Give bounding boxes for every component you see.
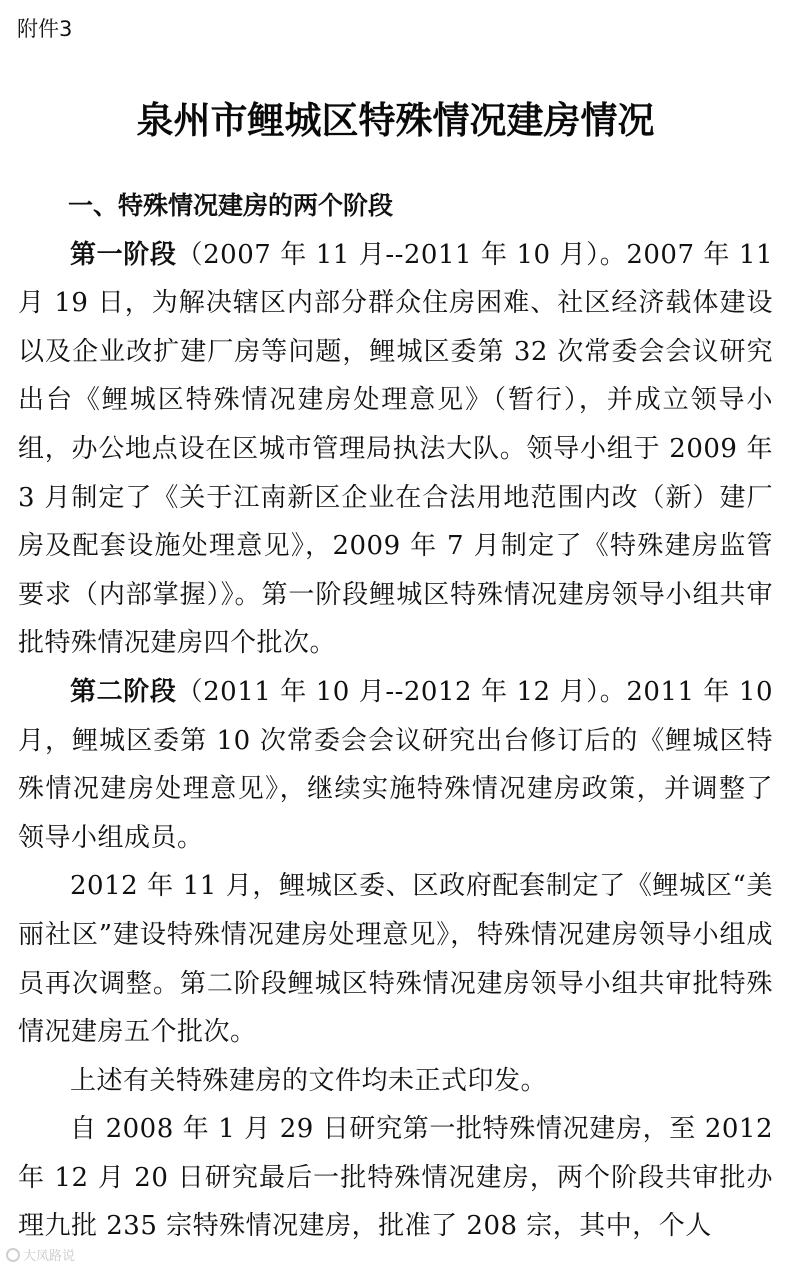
- stage2-text: （2011 年 10 月--2012 年 12 月）。2011 年 10 月，鲤城区委第 10 次常委会会议研究出台修订后的《鲤城区特殊情况建房处理意见》，继续实施特殊情况建房政策，并调整了领导小组成员。: [18, 676, 773, 853]
- document-body: [18, 182, 773, 1251]
- stage1-paragraph: [18, 231, 773, 668]
- document-title: 泉州市鲤城区特殊情况建房情况: [136, 98, 655, 142]
- stage1-text: （2007 年 11 月--2011 年 10 月）。2007 年 11 月 19 日，为解决辖区内部分群众住房困难、社区经济载体建设以及企业改扩建厂房等问题，鲤城区委第 32 次常委会会议研究出台《鲤城区特殊情况建房处理意见》（暂行），并成立领导小组，办公地点设在区城市管理局执法大队。领导小组于 2009 年 3 月制定了《关于江南新区企业在合法用地范围内改（新）建厂房及配套设施处理意见》，2009 年 7 月制定了《特殊建房监管要求（内部掌握）》。第一阶段鲤城区特殊情况建房领导小组共审批特殊情况建房四个批次。: [18, 239, 773, 659]
- paragraph-2012: 2012 年 11 月，鲤城区委、区政府配套制定了《鲤城区“美丽社区”建设特殊情况建房处理意见》，特殊情况建房领导小组成员再次调整。第二阶段鲤城区特殊情况建房领导小组共审批特殊情况建房五个批次。: [18, 871, 773, 1048]
- watermark-icon: [6, 1248, 20, 1262]
- paragraph-unpublished: 上述有关特殊建房的文件均未正式印发。: [70, 1065, 548, 1096]
- section-heading: 一、特殊情况建房的两个阶段: [68, 191, 394, 220]
- watermark: [6, 1245, 75, 1264]
- stage1-label: 第一阶段: [70, 239, 177, 270]
- stage2-label: 第二阶段: [70, 676, 177, 707]
- paragraph-summary: 自 2008 年 1 月 29 日研究第一批特殊情况建房，至 2012 年 12 月 20 日研究最后一批特殊情况建房，两个阶段共审批办理九批 235 宗特殊情况建房，批准了 208 宗，其中，个人: [18, 1114, 773, 1242]
- stage2-paragraph: [18, 668, 773, 862]
- attachment-label: 附件3: [17, 17, 73, 41]
- watermark-text: 大凤路说: [23, 1249, 76, 1264]
